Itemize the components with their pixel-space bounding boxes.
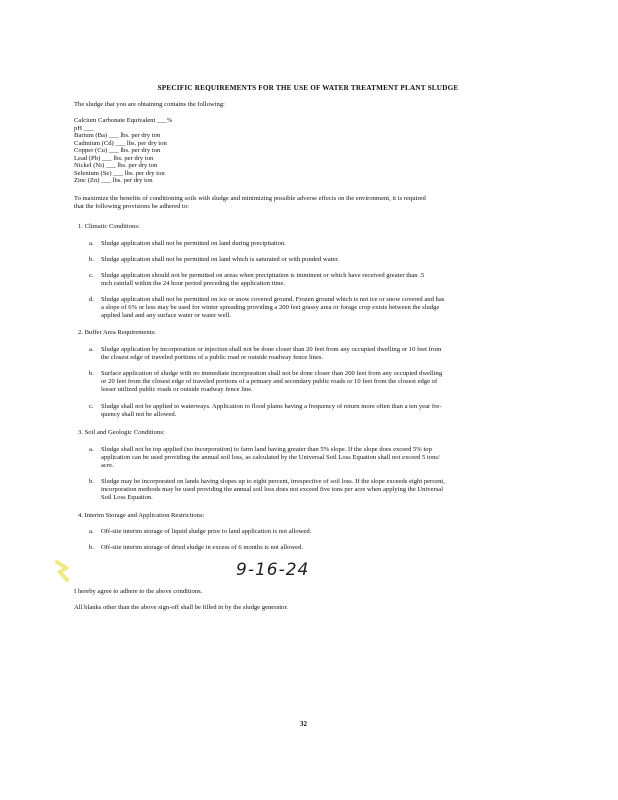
purpose-text: that the following provisions be adhered to: [74,203,190,210]
blanks-note: All blanks other than the above sign-off shall be filled in by the sludge generator. [74,604,288,611]
analysis-item: Lead (Pb) ___ lbs. per dry ton [74,154,154,162]
provision-text: Soil Loss Equation. [101,494,153,501]
item-letter: a. [89,240,94,247]
agreement-text: I hereby agree to adhere to the above conditions. [74,588,203,595]
provision-text: or 20 feet from the closest edge of traveled portions of a primary and secondary public roads or 10 feet from the closest edge of [101,378,438,385]
provision-text: application can be used providing the annual soil loss, as calculated by the Universal Soil Loss Equation shall not exceed 5 tons/ [101,454,440,461]
section-heading: 3. Soil and Geologic Conditions: [78,429,165,436]
analysis-item: Calcium Carbonate Equivalent ___% [74,117,173,124]
highlighter-mark [54,560,70,582]
item-letter: a. [89,528,94,535]
purpose-text: To maximize the benefits of conditioning soils with sludge and minimizing possible adverse effects on the environment, it is required [74,195,426,202]
provision-text: a slope of 6% or less may be used for winter spreading providing a 200 feet grassy area or forage crop exists between the sludge [101,304,440,311]
section-heading: 4. Interim Storage and Application Restrictions: [78,512,205,519]
provision-text: applied land and any surface water or water well. [101,312,231,319]
provision-text: Sludge application should not be permitted on areas when precipitation is imminent or which have received greater than .5 [101,272,425,279]
provision-text: Sludge application shall not be permitted on land during precipitation. [101,240,286,247]
document-title: SPECIFIC REQUIREMENTS FOR THE USE OF WATER TREATMENT PLANT SLUDGE [157,84,459,92]
provision-text: lesser utilized public roads or outside roadway fence line. [101,386,253,393]
provision-text: Sludge application by incorporation or injection shall not be done closer than 20 feet from any occupied dwelling or 10 feet from [101,346,442,353]
provision-text: Sludge application shall not be permitted on land which is saturated or with ponded water. [101,256,339,263]
provision-text: quency shall not be allowed. [101,411,177,418]
handwritten-date: 9-16-24 [236,560,310,580]
item-letter: b. [89,478,94,485]
item-letter: b. [89,370,94,377]
analysis-item: Copper (Cu) ___ lbs. per dry ton [74,147,161,154]
provision-text: Sludge application shall not be permitted on ice or snow covered ground. Frozen ground which is not ice or snow covered and has [101,296,445,303]
analysis-item: Cadmium (Cd) ___ lbs. per dry ton [74,139,167,147]
item-letter: a. [89,346,94,353]
item-letter: a. [89,446,94,453]
item-letter: c. [89,272,94,279]
provision-text: incorporation methods may be used providing the annual soil loss does not exceed five tons per acre when applying the Universal [101,486,444,493]
analysis-item: Zinc (Zn) ___ lbs. per dry ton [74,177,153,184]
analysis-item: pH ___ [74,124,94,132]
provision-text: Off-site interim storage of liquid sludge prior to land application is not allowed. [101,528,312,535]
provision-text: Surface application of sludge with no immediate incorporation shall not be done closer than 200 feet from any occupied dwelling [101,370,443,377]
analysis-item: Selenium (Se) ___ lbs. per dry ton [74,169,165,177]
provision-text: acre. [101,462,114,469]
item-letter: b. [89,256,94,263]
section-heading: 1. Climatic Conditions: [78,223,140,230]
intro-text: The sludge that you are obtaining contains the following: [74,101,225,108]
provision-text: Sludge shall not be top applied (no incorporation) to farm land having greater than 5% slope. If the slope does exceed 5% top [101,446,432,453]
analysis-item: Barium (Ba) ___ lbs. per dry ton [74,132,161,139]
provision-text: Off-site interim storage of dried sludge in excess of 6 months is not allowed. [101,544,304,551]
analysis-item: Nickel (Ni) ___ lbs. per dry ton [74,162,158,169]
page-number: 32 [300,720,307,728]
provision-text: inch rainfall within the 24 hour period preceding the application time. [101,280,286,287]
item-letter: c. [89,403,94,410]
item-letter: b. [89,544,94,551]
section-heading: 2. Buffer Area Requirements: [78,329,156,336]
provision-text: the closest edge of traveled portions of a public road or outside roadway fence lines. [101,354,324,361]
provision-text: Sludge may be incorporated on lands having slopes up to eight percent, irrespective of soil loss. If the slope exceeds eight percent, [101,478,445,485]
provision-text: Sludge shall not be applied to waterways. Application to flood plains having a frequency of return more often than a ten year fre- [101,403,442,410]
item-letter: d. [89,296,94,303]
